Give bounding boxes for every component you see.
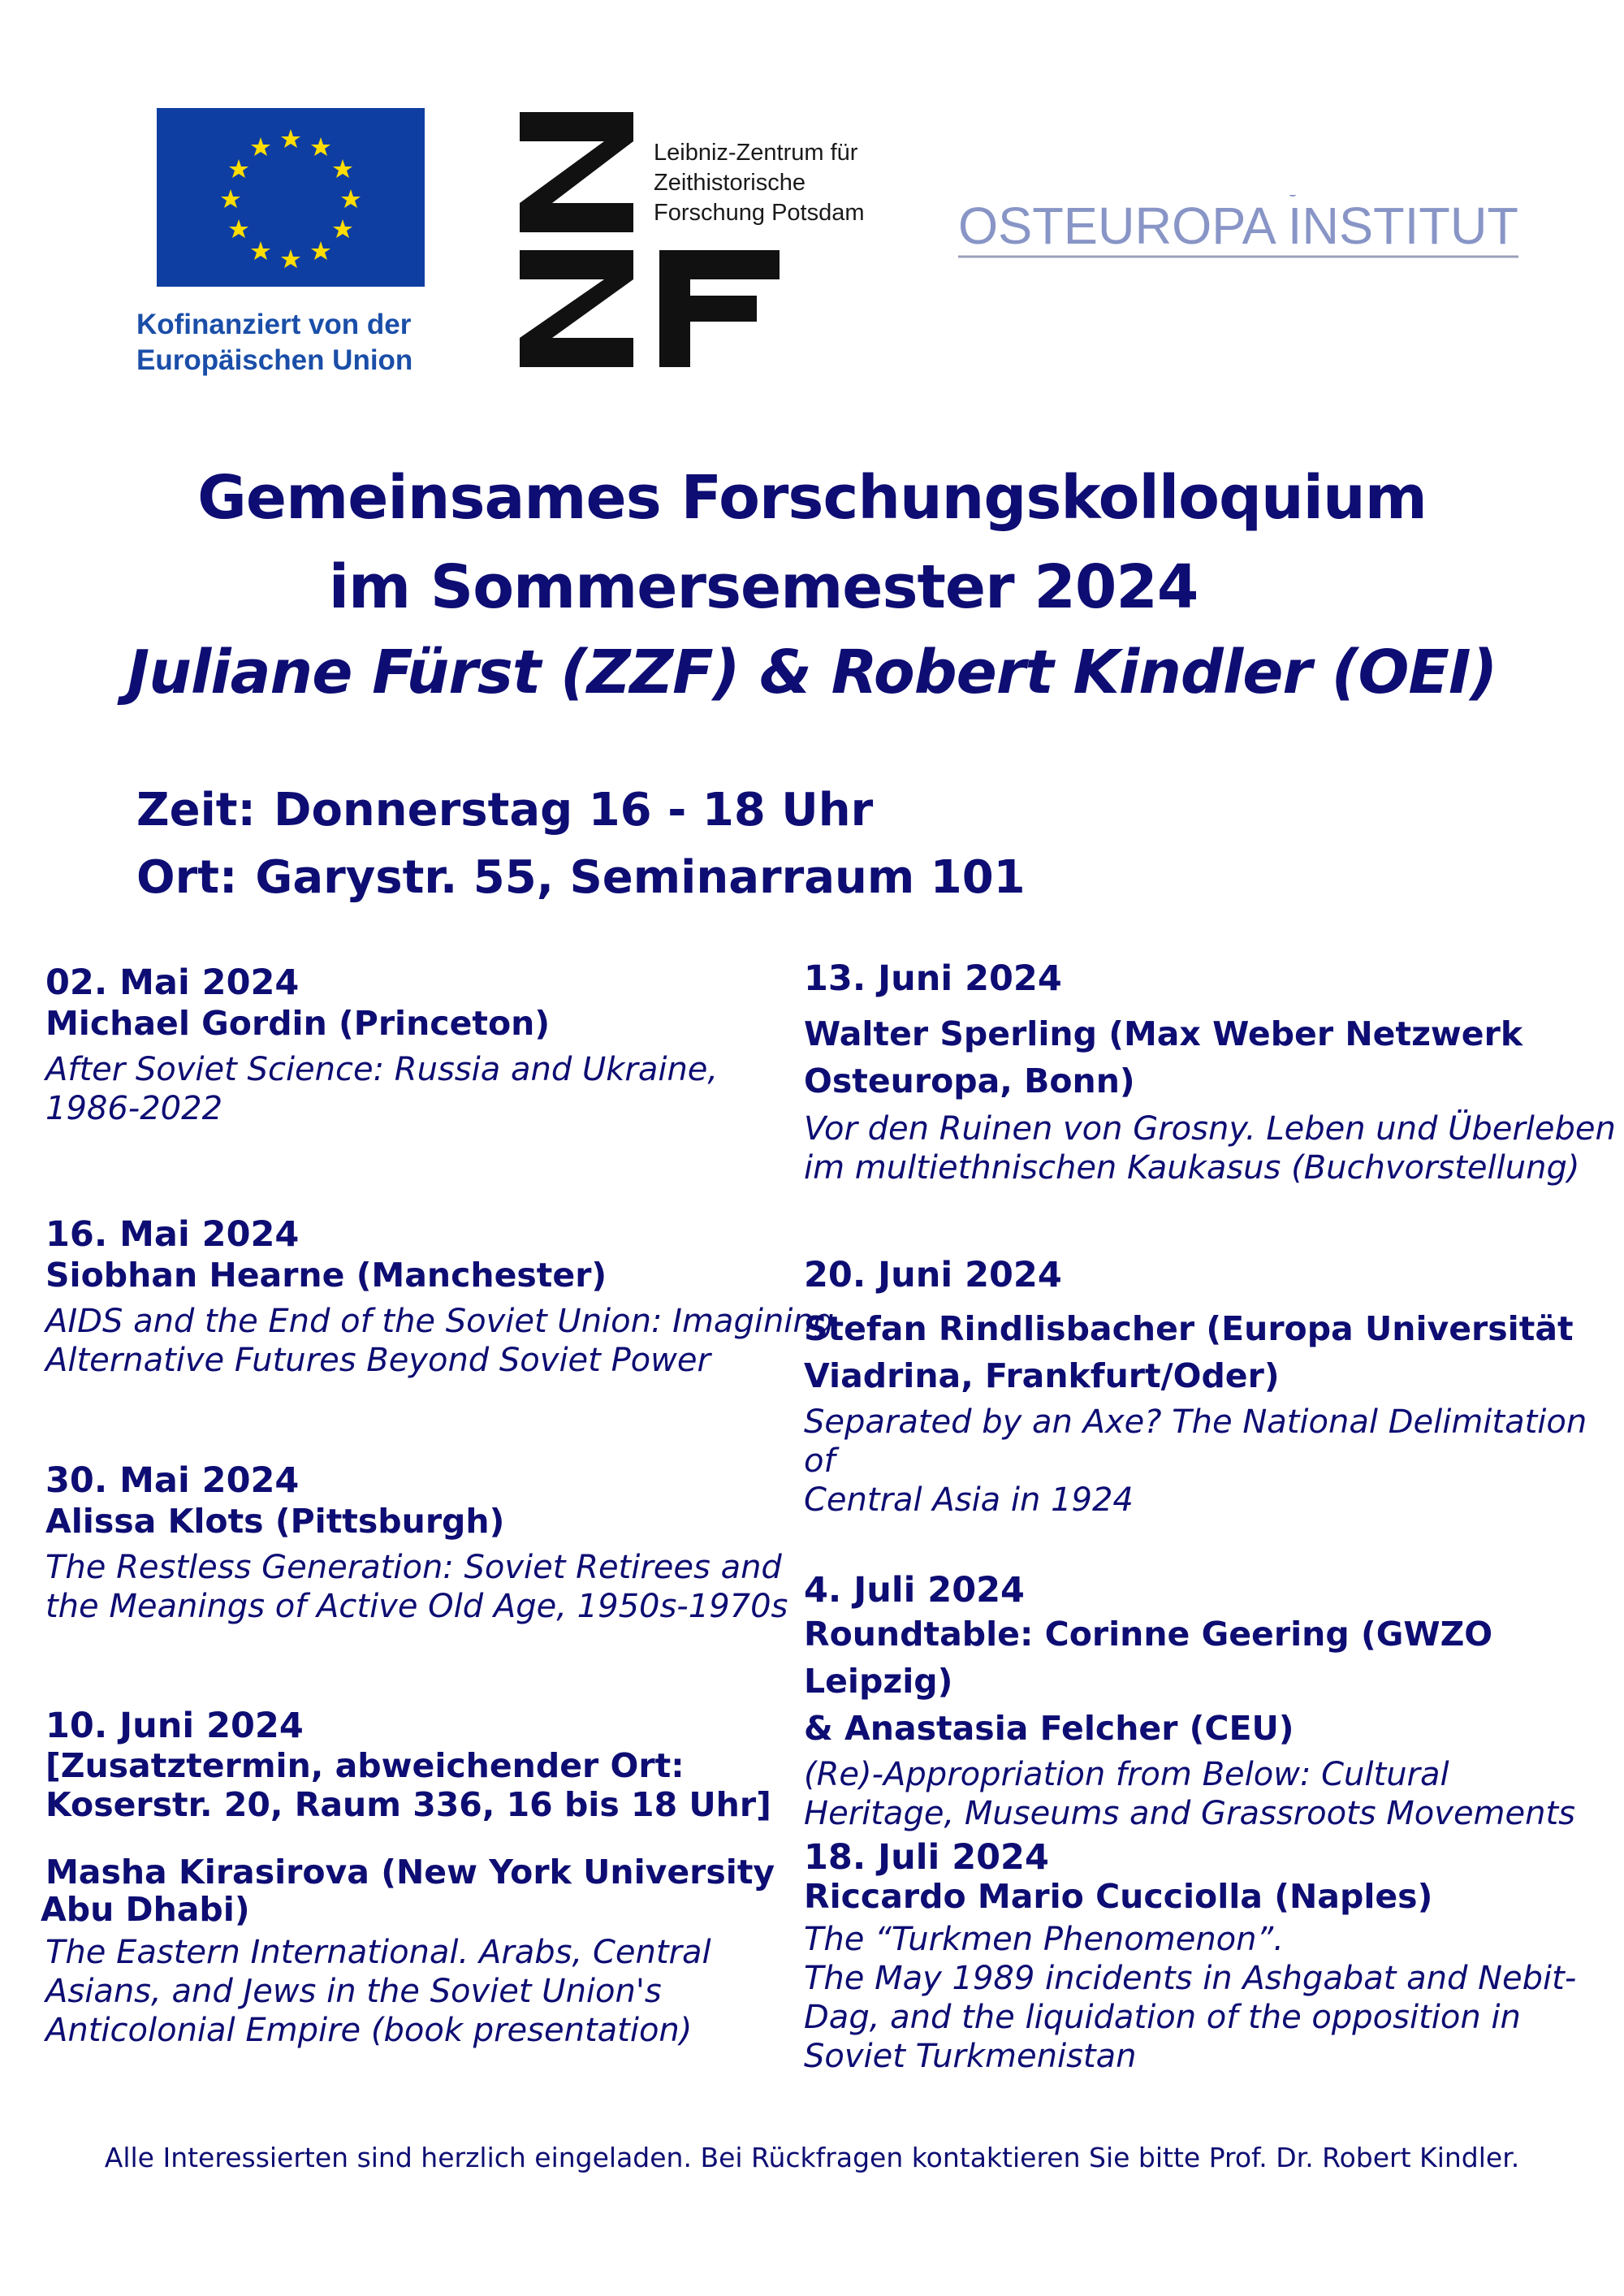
organizers-line: Juliane Fürst (ZZF) & Robert Kindler (OEI) bbox=[127, 638, 1497, 707]
event-topic-line: Vor den Ruinen von Grosny. Leben und Überleben bbox=[804, 1110, 1616, 1148]
event-speaker: Masha Kirasirova (New York University bbox=[45, 1853, 775, 1892]
place-label: Ort: bbox=[136, 851, 238, 904]
event-date: 02. Mai 2024 bbox=[45, 962, 300, 1003]
event-speaker: Riccardo Mario Cucciolla (Naples) bbox=[804, 1877, 1433, 1916]
event-topic-line: Anticolonial Empire (book presentation) bbox=[45, 2012, 693, 2049]
event-topic-line: Heritage, Museums and Grassroots Movements bbox=[804, 1795, 1575, 1832]
oei-logo-icon bbox=[958, 195, 1527, 268]
event-topic-line: Alternative Futures Beyond Soviet Power bbox=[45, 1342, 710, 1379]
event-speaker: Walter Sperling (Max Weber Netzwerk bbox=[804, 1014, 1523, 1053]
event-item bbox=[804, 958, 1616, 1187]
event-speaker: Viadrina, Frankfurt/Oder) bbox=[804, 1356, 1280, 1395]
event-topic-line: The “Turkmen Phenomenon”. bbox=[804, 1921, 1284, 1958]
event-topic-line: (Re)-Appropriation from Below: Cultural bbox=[804, 1756, 1449, 1793]
event-item bbox=[804, 1837, 1576, 2076]
footer-note: Alle Interessierten sind herzlich eingeladen. Bei Rückfragen kontaktieren Sie bitte Prof. Dr. Robert Kindler. bbox=[104, 2142, 1520, 2173]
event-speaker: Stefan Rindlisbacher (Europa Universität bbox=[804, 1309, 1574, 1348]
zzf-line3: Forschung Potsdam bbox=[654, 200, 865, 226]
zzf-logo-text bbox=[654, 138, 865, 228]
event-item bbox=[41, 1706, 775, 2050]
oei-logo bbox=[958, 195, 1527, 268]
time-value: Donnerstag 16 - 18 Uhr bbox=[273, 784, 874, 837]
event-speaker: Osteuropa, Bonn) bbox=[804, 1062, 1135, 1100]
event-speaker: Siobhan Hearne (Manchester) bbox=[45, 1256, 607, 1295]
place-value: Garystr. 55, Seminarraum 101 bbox=[255, 851, 1026, 904]
event-item bbox=[804, 1255, 1624, 1520]
event-topic-line: 1986-2022 bbox=[45, 1090, 223, 1127]
place-row bbox=[136, 851, 1026, 904]
event-item bbox=[45, 1214, 834, 1380]
event-speaker: Roundtable: Corinne Geering (GWZO Leipzig) bbox=[804, 1615, 1493, 1701]
event-topic-line: the Meanings of Active Old Age, 1950s-1970s bbox=[45, 1588, 788, 1625]
event-speaker: Abu Dhabi) bbox=[41, 1890, 250, 1929]
event-topic-line: Central Asia in 1924 bbox=[804, 1481, 1134, 1519]
event-topic-line: Dag, and the liquidation of the opposition in bbox=[804, 1999, 1521, 2036]
event-speaker: Alissa Klots (Pittsburgh) bbox=[45, 1502, 505, 1541]
time-row bbox=[136, 784, 873, 837]
event-topic-line: Soviet Turkmenistan bbox=[804, 2038, 1137, 2075]
event-date: 10. Juni 2024 bbox=[45, 1706, 304, 1746]
event-topic-line: The Restless Generation: Soviet Retirees and bbox=[45, 1549, 782, 1586]
event-topic-line: The Eastern International. Arabs, Central bbox=[45, 1934, 711, 1971]
zzf-line1: Leibniz-Zentrum für bbox=[654, 140, 858, 166]
eu-caption bbox=[136, 307, 477, 378]
page-title-line1: Gemeinsames Forschungskolloquium bbox=[197, 463, 1427, 533]
event-topic-line: After Soviet Science: Russia and Ukraine, bbox=[45, 1051, 719, 1088]
event-date: 13. Juni 2024 bbox=[804, 958, 1062, 999]
event-date: 30. Mai 2024 bbox=[45, 1460, 300, 1501]
time-label: Zeit: bbox=[136, 784, 256, 837]
event-topic-line: The May 1989 incidents in Ashgabat and Nebit- bbox=[804, 1960, 1577, 1997]
event-topic-line: Asians, and Jews in the Soviet Union's bbox=[45, 1973, 662, 2010]
event-speaker: & Anastasia Felcher (CEU) bbox=[804, 1709, 1294, 1748]
eu-stars-icon bbox=[157, 108, 425, 287]
event-item bbox=[804, 1570, 1624, 1833]
event-item bbox=[45, 962, 718, 1128]
oei-logo-text: OSTEUROPA INSTITUT bbox=[958, 197, 1518, 255]
event-date: 20. Juni 2024 bbox=[804, 1255, 1062, 1295]
event-topic-line: Separated by an Axe? The National Delimitation of bbox=[804, 1403, 1587, 1480]
event-date: 18. Juli 2024 bbox=[804, 1837, 1049, 1878]
eu-caption-line2: Europäischen Union bbox=[136, 344, 413, 376]
event-speaker: Michael Gordin (Princeton) bbox=[45, 1004, 551, 1043]
event-note-line: Koserstr. 20, Raum 336, 16 bis 18 Uhr] bbox=[45, 1785, 771, 1824]
event-item bbox=[45, 1460, 788, 1626]
event-note-line: [Zusatztermin, abweichender Ort: bbox=[45, 1746, 685, 1785]
event-date: 4. Juli 2024 bbox=[804, 1570, 1025, 1611]
event-date: 16. Mai 2024 bbox=[45, 1214, 300, 1255]
event-topic-line: AIDS and the End of the Soviet Union: Imagining bbox=[45, 1303, 835, 1340]
event-topic-line: im multiethnischen Kaukasus (Buchvorstellung) bbox=[804, 1149, 1580, 1187]
zzf-line2: Zeithistorische bbox=[654, 170, 806, 196]
eu-caption-line1: Kofinanziert von der bbox=[136, 309, 412, 340]
eu-flag-logo bbox=[157, 108, 425, 287]
page-title-line2: im Sommersemester 2024 bbox=[328, 552, 1199, 622]
